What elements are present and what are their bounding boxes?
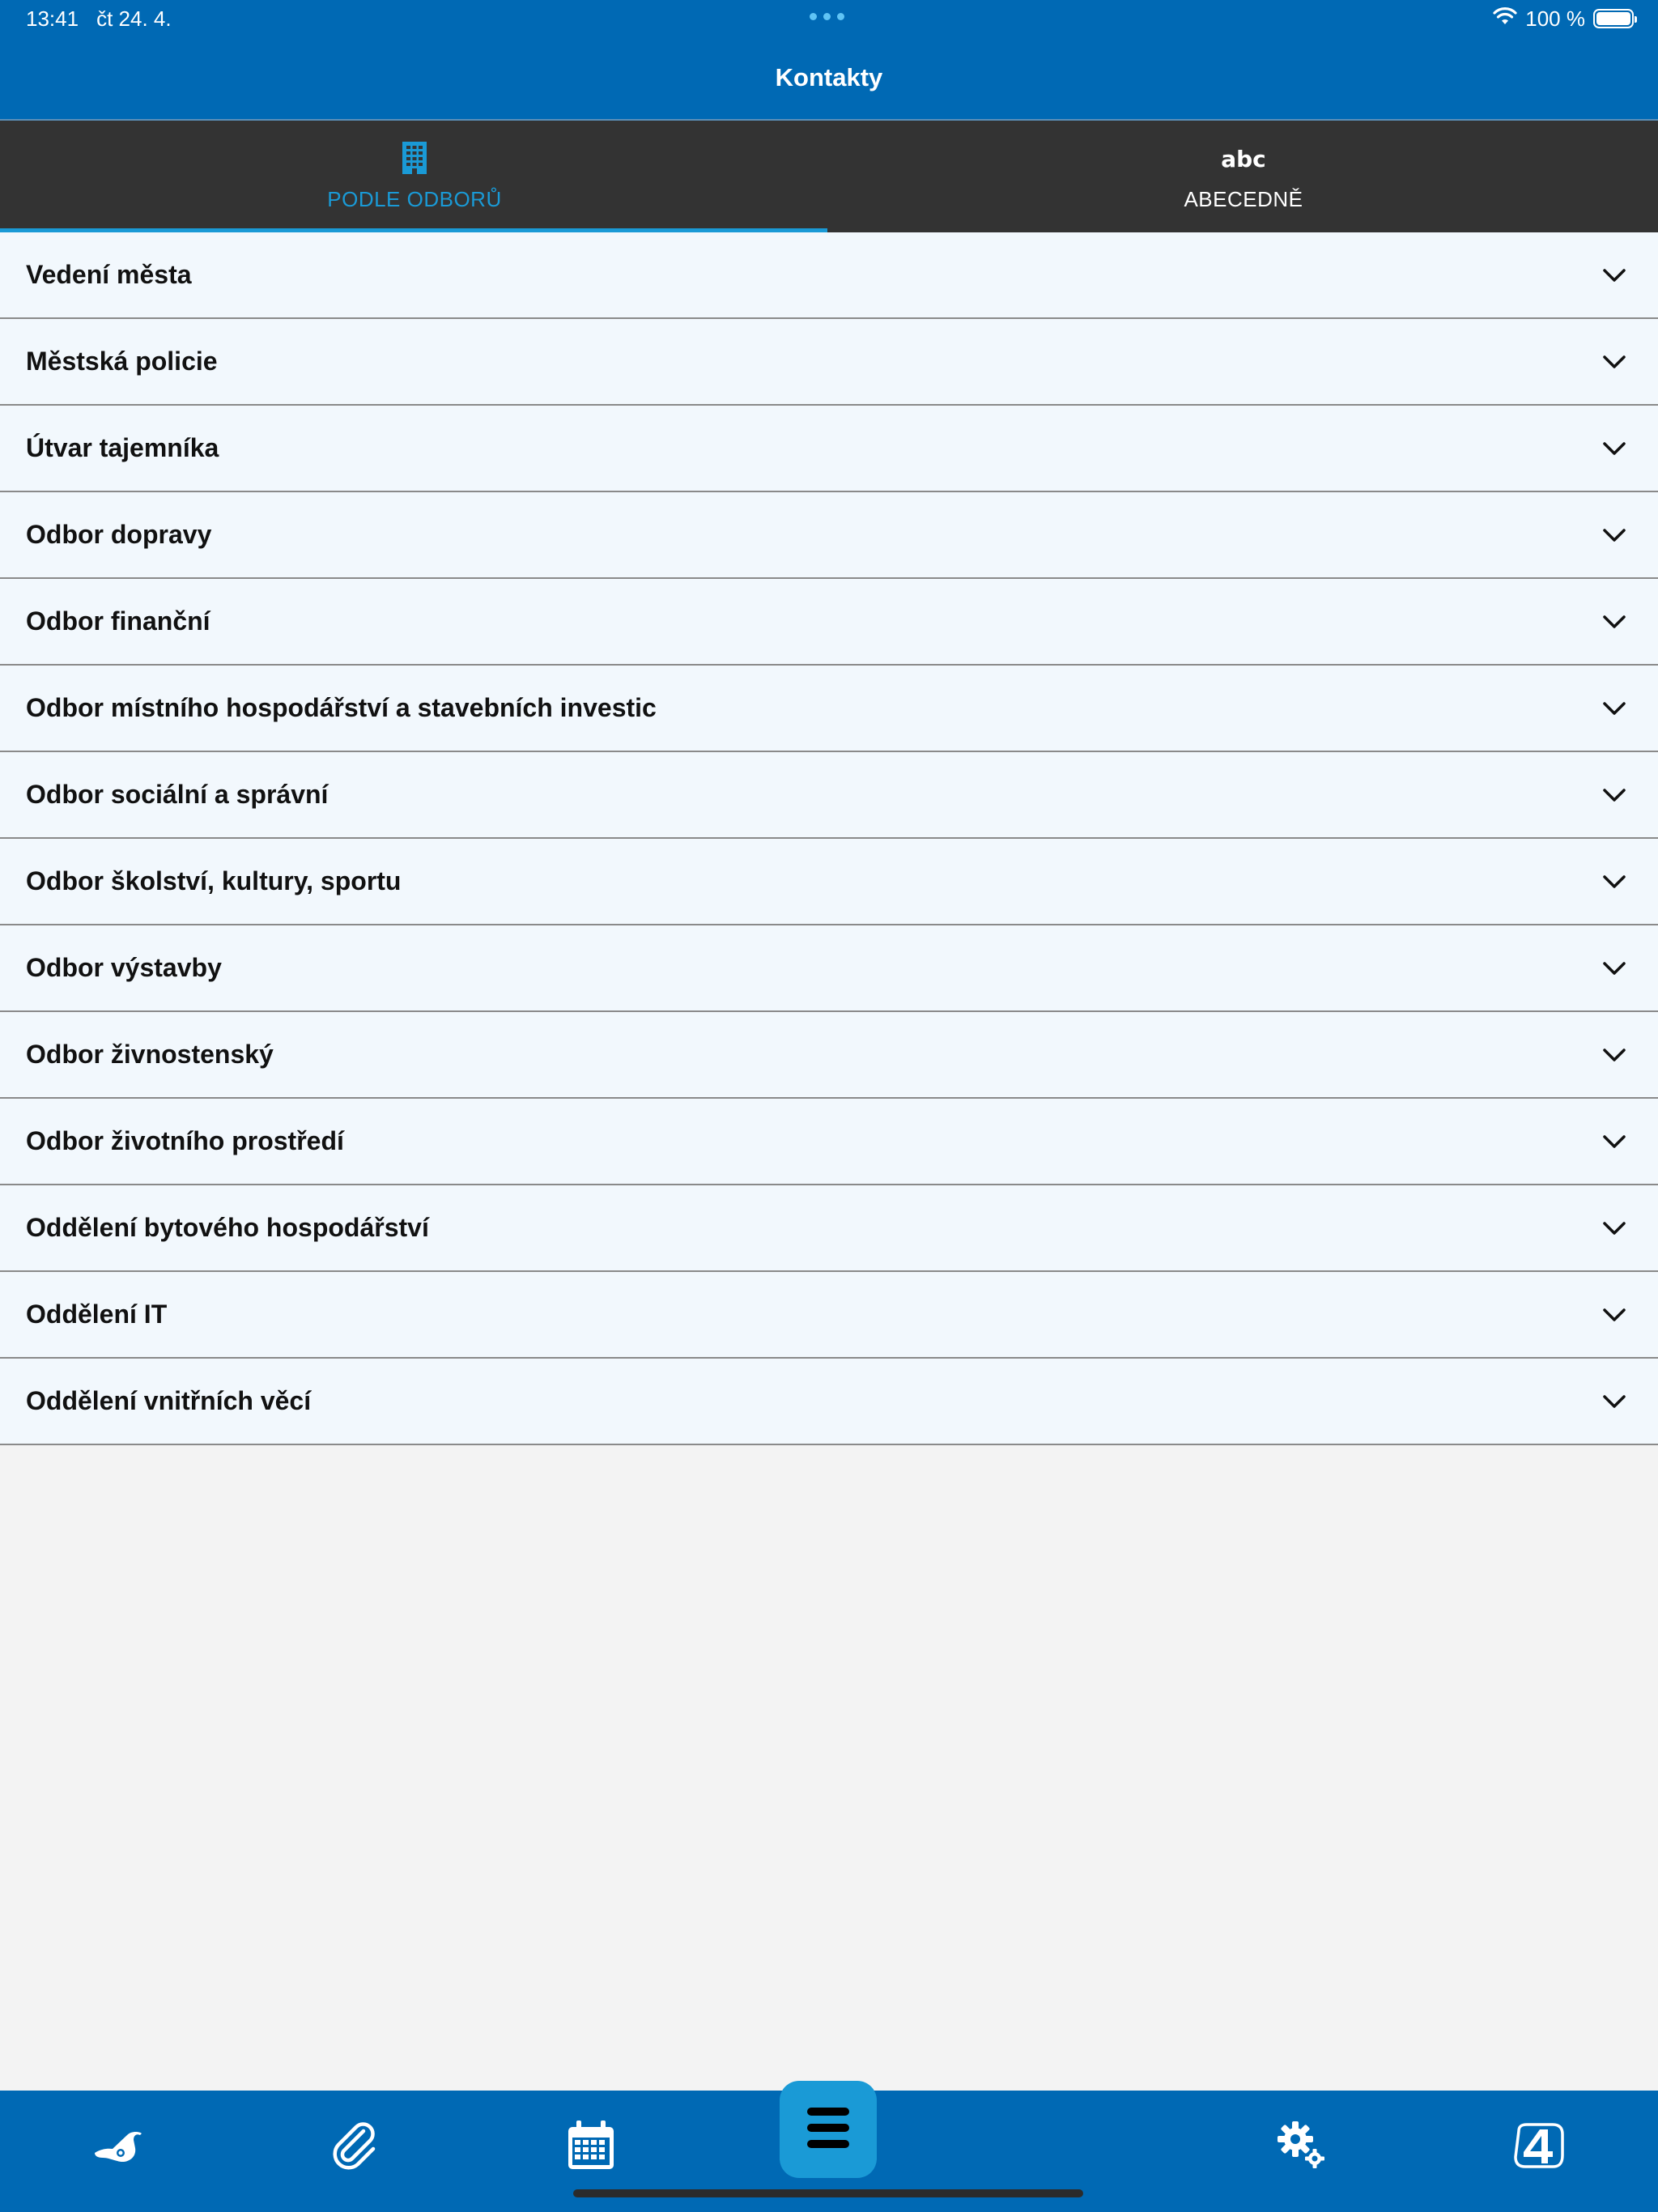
chevron-down-icon <box>1601 609 1627 635</box>
list-item[interactable] <box>0 406 1658 492</box>
department-name: Oddělení bytového hospodářství <box>26 1213 429 1242</box>
list-item[interactable] <box>0 839 1658 925</box>
department-name: Odbor finanční <box>26 606 210 636</box>
battery-percent: 100 % <box>1525 6 1585 31</box>
chevron-down-icon <box>1601 262 1627 288</box>
chevron-down-icon <box>1601 1215 1627 1241</box>
menu-icon <box>806 2106 851 2154</box>
chevron-down-icon <box>1601 1042 1627 1068</box>
department-name: Odbor sociální a správní <box>26 780 329 809</box>
top-bar <box>0 0 1658 120</box>
list-item[interactable] <box>0 666 1658 752</box>
calendar-icon[interactable] <box>559 2113 623 2178</box>
list-item[interactable] <box>0 492 1658 579</box>
chevron-down-icon <box>1601 782 1627 808</box>
list-item[interactable] <box>0 579 1658 666</box>
abc-icon: abc <box>1221 146 1266 172</box>
department-name: Odbor životního prostředí <box>26 1126 344 1155</box>
tab-bar <box>0 121 1658 232</box>
list-item[interactable] <box>0 1099 1658 1185</box>
chevron-down-icon <box>1601 349 1627 375</box>
department-list <box>0 232 1658 1445</box>
status-bar-right <box>1493 6 1634 31</box>
department-name: Oddělení vnitřních věcí <box>26 1386 312 1415</box>
status-bar-left <box>26 6 172 31</box>
department-name: Útvar tajemníka <box>26 433 219 462</box>
department-name: Odbor výstavby <box>26 953 222 982</box>
chevron-down-icon <box>1601 955 1627 981</box>
list-item[interactable] <box>0 752 1658 839</box>
building-icon <box>0 142 829 177</box>
chevron-down-icon <box>1601 522 1627 548</box>
list-item[interactable] <box>0 1012 1658 1099</box>
chevron-down-icon <box>1601 869 1627 895</box>
tab-by-department-label: PODLE ODBORŮ <box>327 187 502 211</box>
logo-4-icon[interactable] <box>1507 2113 1571 2178</box>
chevron-down-icon <box>1601 436 1627 462</box>
status-date: čt 24. 4. <box>96 6 172 31</box>
home-indicator[interactable] <box>573 2189 1083 2197</box>
list-item[interactable] <box>0 232 1658 319</box>
chevron-down-icon <box>1601 1389 1627 1414</box>
paperclip-icon[interactable] <box>323 2113 388 2178</box>
department-name: Odbor živnostenský <box>26 1040 274 1069</box>
tab-alphabetical-label: ABECEDNĚ <box>1184 187 1303 211</box>
department-name: Městská policie <box>26 347 218 376</box>
list-item[interactable] <box>0 1272 1658 1359</box>
list-item[interactable] <box>0 925 1658 1012</box>
battery-icon <box>1593 9 1634 28</box>
list-item[interactable] <box>0 1359 1658 1445</box>
department-name: Odbor místního hospodářství a stavebních investic <box>26 693 657 722</box>
department-name: Odbor dopravy <box>26 520 212 549</box>
multitasking-dots-icon[interactable] <box>810 13 844 20</box>
horn-icon[interactable] <box>86 2113 151 2178</box>
tab-by-department[interactable] <box>0 121 829 232</box>
chevron-down-icon <box>1601 1129 1627 1155</box>
page-title: Kontakty <box>775 63 883 91</box>
department-name: Vedení města <box>26 260 192 289</box>
chevron-down-icon <box>1601 1302 1627 1328</box>
settings-icon[interactable] <box>1269 2113 1334 2178</box>
tab-alphabetical[interactable] <box>829 121 1658 232</box>
wifi-icon <box>1493 6 1517 31</box>
list-item[interactable] <box>0 1185 1658 1272</box>
chevron-down-icon <box>1601 696 1627 721</box>
department-name: Odbor školství, kultury, sportu <box>26 866 402 895</box>
department-name: Oddělení IT <box>26 1300 168 1329</box>
menu-button[interactable] <box>780 2081 877 2178</box>
list-item[interactable] <box>0 319 1658 406</box>
status-time: 13:41 <box>26 6 79 31</box>
